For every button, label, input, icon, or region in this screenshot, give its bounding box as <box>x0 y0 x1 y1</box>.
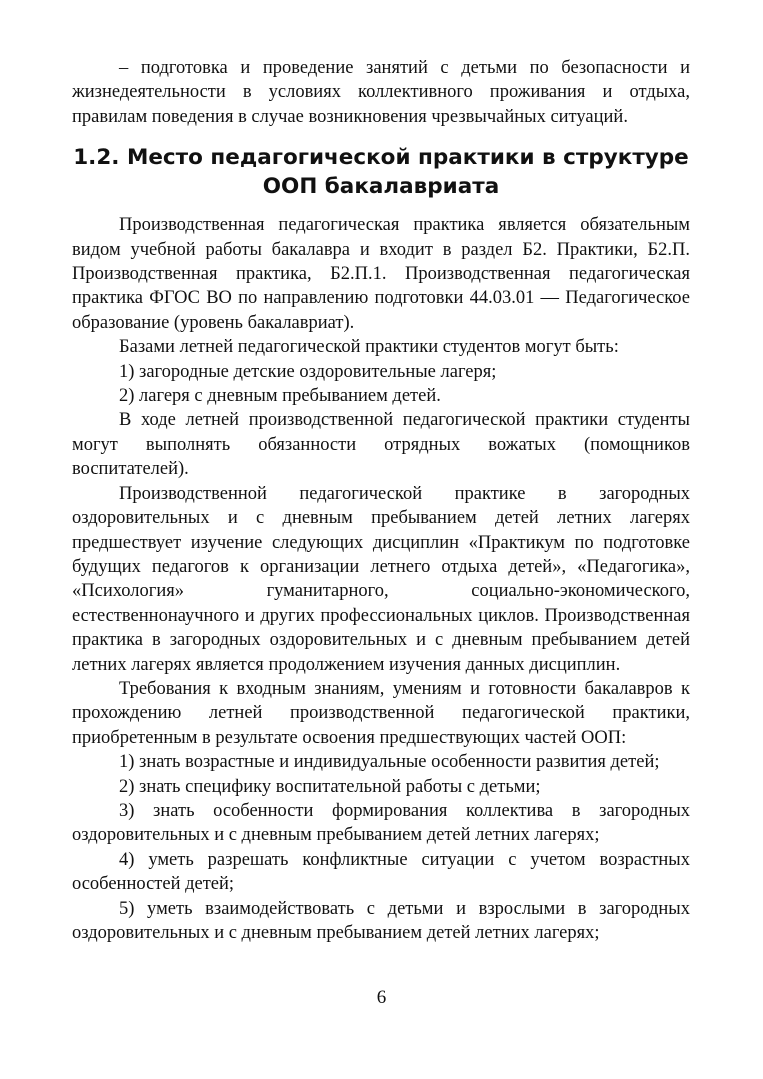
list-item-conflict-resolution: 4) уметь разрешать конфликтные ситуации с учетом возрастных особенностей детей; <box>72 849 690 895</box>
paragraph-practice-bases: Базами летней педагогической практики студентов могут быть: <box>119 337 619 358</box>
section-heading <box>72 143 690 201</box>
list-item-day-camps: 2) лагеря с дневным пребыванием детей. <box>119 386 441 407</box>
page-number: 6 <box>376 987 387 1008</box>
page-content <box>72 56 690 945</box>
paragraph-practice-definition: Производственная педагогическая практика является обязательным видом учебной работы бакалавра и входит в раздел Б2. Практики, Б2.П. Производственная практика, Б2.П.1. Производственная педагогическая практика ФГОС ВО по направлению подготовки 44.03.01 — Педагогическое образование (уровень бакалавриат). <box>72 215 690 333</box>
list-item-educational-work: 2) знать специфику воспитательной работы с детьми; <box>119 776 541 797</box>
section-heading-line-2: ООП бакалавриата <box>262 174 500 200</box>
list-item-country-camps: 1) загородные детские оздоровительные лагеря; <box>119 361 497 382</box>
paragraph-student-duties: В ходе летней производственной педагогической практики студенты могут выполнять обязанности отрядных вожатых (помощников воспитателей). <box>72 410 690 480</box>
list-item-interaction: 5) уметь взаимодействовать с детьми и взрослыми в загородных оздоровительных и с дневным пребыванием детей летних лагерях; <box>72 898 690 943</box>
intro-paragraph: – подготовка и проведение занятий с детьми по безопасности и жизнедеятельности в условиях коллективного проживания и отдыха, правилам поведения в случае возникновения чрезвычайных ситуаций. <box>72 58 690 127</box>
list-item-team-formation: 3) знать особенности формирования коллектива в загородных оздоровительных и с дневным пребыванием детей летних лагерях; <box>72 800 690 846</box>
section-heading-line-1: 1.2. Место педагогической практики в структуре <box>73 145 689 171</box>
paragraph-prerequisite-disciplines: Производственной педагогической практике в загородных оздоровительных и с дневным пребыванием детей летних лагерях предшествует изучение следующих дисциплин «Практикум по подготовке будущих педагогов к организации летнего отдыха детей», «Педагогика», «Психология» гуманитарного, социально-экономического, естественнонаучного и других профессиональных циклов. Производственная практика в загородных оздоровительных и с дневным пребыванием детей летних лагерях является продолжением изучения данных дисциплин. <box>72 483 690 675</box>
list-item-age-features: 1) знать возрастные и индивидуальные особенности развития детей; <box>119 752 660 773</box>
paragraph-entry-requirements: Требования к входным знаниям, умениям и готовности бакалавров к прохождению летней производственной педагогической практики, приобретенным в результате освоения предшествующих частей ООП: <box>72 678 690 748</box>
